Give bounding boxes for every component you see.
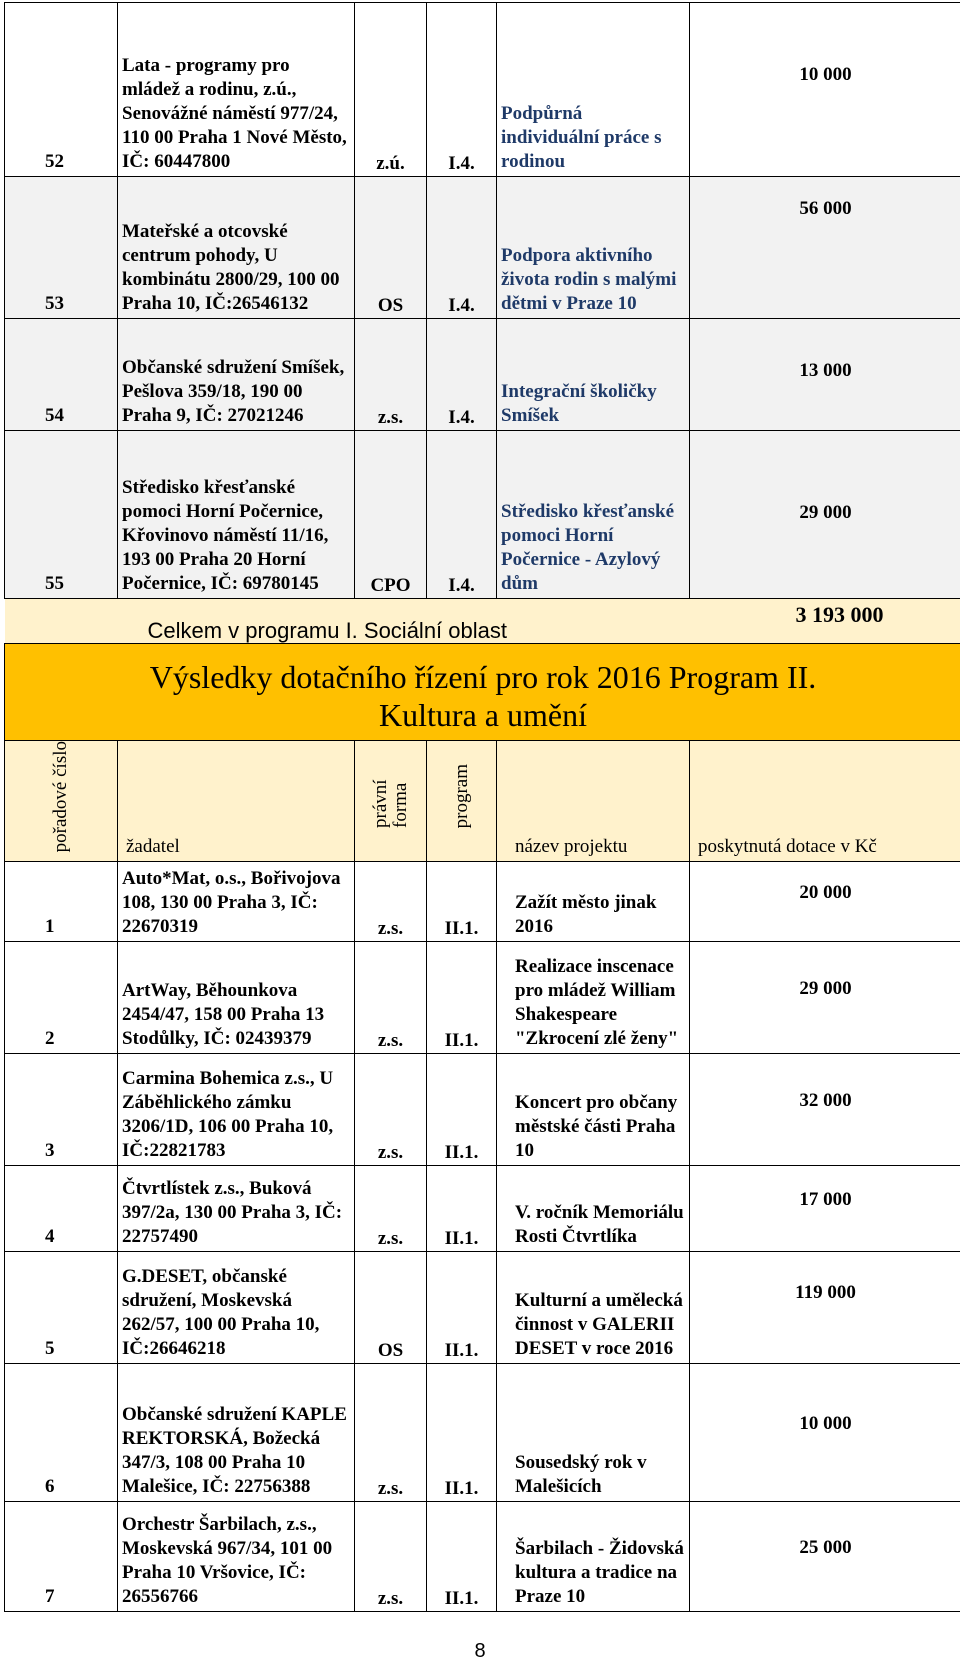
legal-form-cell: z.s. (355, 1502, 427, 1612)
program2-rows (5, 862, 960, 1612)
applicant-cell: G.DESET, občanské sdružení, Moskevská 262/57, 100 00 Praha 10, IČ:26646218 (118, 1252, 355, 1364)
program-cell: II.1. (427, 1502, 497, 1612)
column-header-row (5, 741, 960, 862)
project-cell: Podpora aktivního života rodin s malými dětmi v Praze 10 (497, 177, 690, 319)
applicant-cell: Auto*Mat, o.s., Bořivojova 108, 130 00 Praha 3, IČ: 22670319 (118, 862, 355, 942)
row-number: 2 (5, 942, 118, 1054)
row-number: 7 (5, 1502, 118, 1612)
program-cell: II.1. (427, 1252, 497, 1364)
project-cell: Středisko křesťanské pomoci Horní Počernice - Azylový dům (497, 431, 690, 599)
table-row (5, 3, 960, 177)
legal-form-cell: CPO (355, 431, 427, 599)
table-row (5, 177, 960, 319)
row-number: 54 (5, 319, 118, 431)
header-project: název projektu (497, 741, 690, 862)
header-applicant: žadatel (118, 741, 355, 862)
header-program: program (450, 764, 472, 829)
section-banner (5, 644, 960, 741)
applicant-cell: Orchestr Šarbilach, z.s., Moskevská 967/34, 101 00 Praha 10 Vršovice, IČ: 26556766 (118, 1502, 355, 1612)
project-cell: Koncert pro občany městské části Praha 10 (497, 1054, 690, 1166)
program1-rows (5, 3, 960, 862)
row-number: 5 (5, 1252, 118, 1364)
row-number: 3 (5, 1054, 118, 1166)
project-cell: V. ročník Memoriálu Rosti Čtvrtlíka (497, 1166, 690, 1252)
table-row (5, 1502, 960, 1612)
project-cell: Podpůrná individuální práce s rodinou (497, 3, 690, 177)
applicant-cell: Občanské sdružení Smíšek, Pešlova 359/18, 190 00 Praha 9, IČ: 27021246 (118, 319, 355, 431)
applicant-cell: ArtWay, Běhounkova 2454/47, 158 00 Praha 13 Stodůlky, IČ: 02439379 (118, 942, 355, 1054)
total-amount: 3 193 000 (690, 599, 960, 644)
header-legal-form: právní forma (369, 779, 411, 828)
row-number: 1 (5, 862, 118, 942)
program-cell: II.1. (427, 1364, 497, 1502)
amount-cell: 13 000 (690, 319, 960, 431)
applicant-cell: Středisko křesťanské pomoci Horní Počernice, Křovinovo náměstí 11/16, 193 00 Praha 20 Horní Počernice, IČ: 69780145 (118, 431, 355, 599)
table-row (5, 942, 960, 1054)
project-cell: Realizace inscenace pro mládež William Shakespeare "Zkrocení zlé ženy" (497, 942, 690, 1054)
applicant-cell: Mateřské a otcovské centrum pohody, U kombinátu 2800/29, 100 00 Praha 10, IČ:26546132 (118, 177, 355, 319)
applicant-cell: Čtvrtlístek z.s., Buková 397/2a, 130 00 Praha 3, IČ: 22757490 (118, 1166, 355, 1252)
row-number: 52 (5, 3, 118, 177)
header-amount: poskytnutá dotace v Kč (690, 741, 960, 862)
amount-cell: 20 000 (690, 862, 960, 942)
amount-cell: 56 000 (690, 177, 960, 319)
banner-title-line2: Kultura a umění (379, 697, 587, 733)
banner-title-line1: Výsledky dotačního řízení pro rok 2016 Program II. (149, 659, 817, 695)
total-row (5, 599, 960, 644)
legal-form-cell: z.s. (355, 862, 427, 942)
amount-cell: 10 000 (690, 3, 960, 177)
amount-cell: 119 000 (690, 1252, 960, 1364)
program-cell: II.1. (427, 1054, 497, 1166)
program-cell: I.4. (427, 3, 497, 177)
table-row (5, 431, 960, 599)
applicant-cell: Lata - programy pro mládež a rodinu, z.ú., Senovážné náměstí 977/24, 110 00 Praha 1 Nové Město, IČ: 60447800 (118, 3, 355, 177)
amount-cell: 17 000 (690, 1166, 960, 1252)
page-number: 8 (474, 1640, 486, 1662)
project-cell: Integrační školičky Smíšek (497, 319, 690, 431)
applicant-cell: Občanské sdružení KAPLE REKTORSKÁ, Božecká 347/3, 108 00 Praha 10 Malešice, IČ: 22756388 (118, 1364, 355, 1502)
amount-cell: 10 000 (690, 1364, 960, 1502)
row-number: 4 (5, 1166, 118, 1252)
program-cell: II.1. (427, 1166, 497, 1252)
program-cell: II.1. (427, 862, 497, 942)
program-cell: II.1. (427, 942, 497, 1054)
table-row (5, 862, 960, 942)
legal-form-cell: z.s. (355, 1166, 427, 1252)
table-row (5, 1364, 960, 1502)
header-order: pořadové číslo (50, 741, 71, 853)
table-row (5, 1166, 960, 1252)
project-cell: Sousedský rok v Malešicích (497, 1364, 690, 1502)
amount-cell: 29 000 (690, 431, 960, 599)
program-cell: I.4. (427, 319, 497, 431)
table-row (5, 1054, 960, 1166)
program-cell: I.4. (427, 177, 497, 319)
legal-form-cell: OS (355, 177, 427, 319)
amount-cell: 29 000 (690, 942, 960, 1054)
legal-form-cell: z.s. (355, 942, 427, 1054)
project-cell: Šarbilach - Židovská kultura a tradice na Praze 10 (497, 1502, 690, 1612)
program-cell: I.4. (427, 431, 497, 599)
legal-form-cell: OS (355, 1252, 427, 1364)
project-cell: Zažít město jinak 2016 (497, 862, 690, 942)
legal-form-cell: z.ú. (355, 3, 427, 177)
row-number: 53 (5, 177, 118, 319)
amount-cell: 25 000 (690, 1502, 960, 1612)
project-cell: Kulturní a umělecká činnost v GALERII DESET v roce 2016 (497, 1252, 690, 1364)
grant-results-table (4, 2, 960, 1612)
row-number: 55 (5, 431, 118, 599)
table-row (5, 1252, 960, 1364)
table-row (5, 319, 960, 431)
applicant-cell: Carmina Bohemica z.s., U Záběhlického zámku 3206/1D, 106 00 Praha 10, IČ:22821783 (118, 1054, 355, 1166)
legal-form-cell: z.s. (355, 1364, 427, 1502)
row-number: 6 (5, 1364, 118, 1502)
legal-form-cell: z.s. (355, 319, 427, 431)
total-label: Celkem v programu I. Sociální oblast (118, 599, 690, 644)
legal-form-cell: z.s. (355, 1054, 427, 1166)
amount-cell: 32 000 (690, 1054, 960, 1166)
